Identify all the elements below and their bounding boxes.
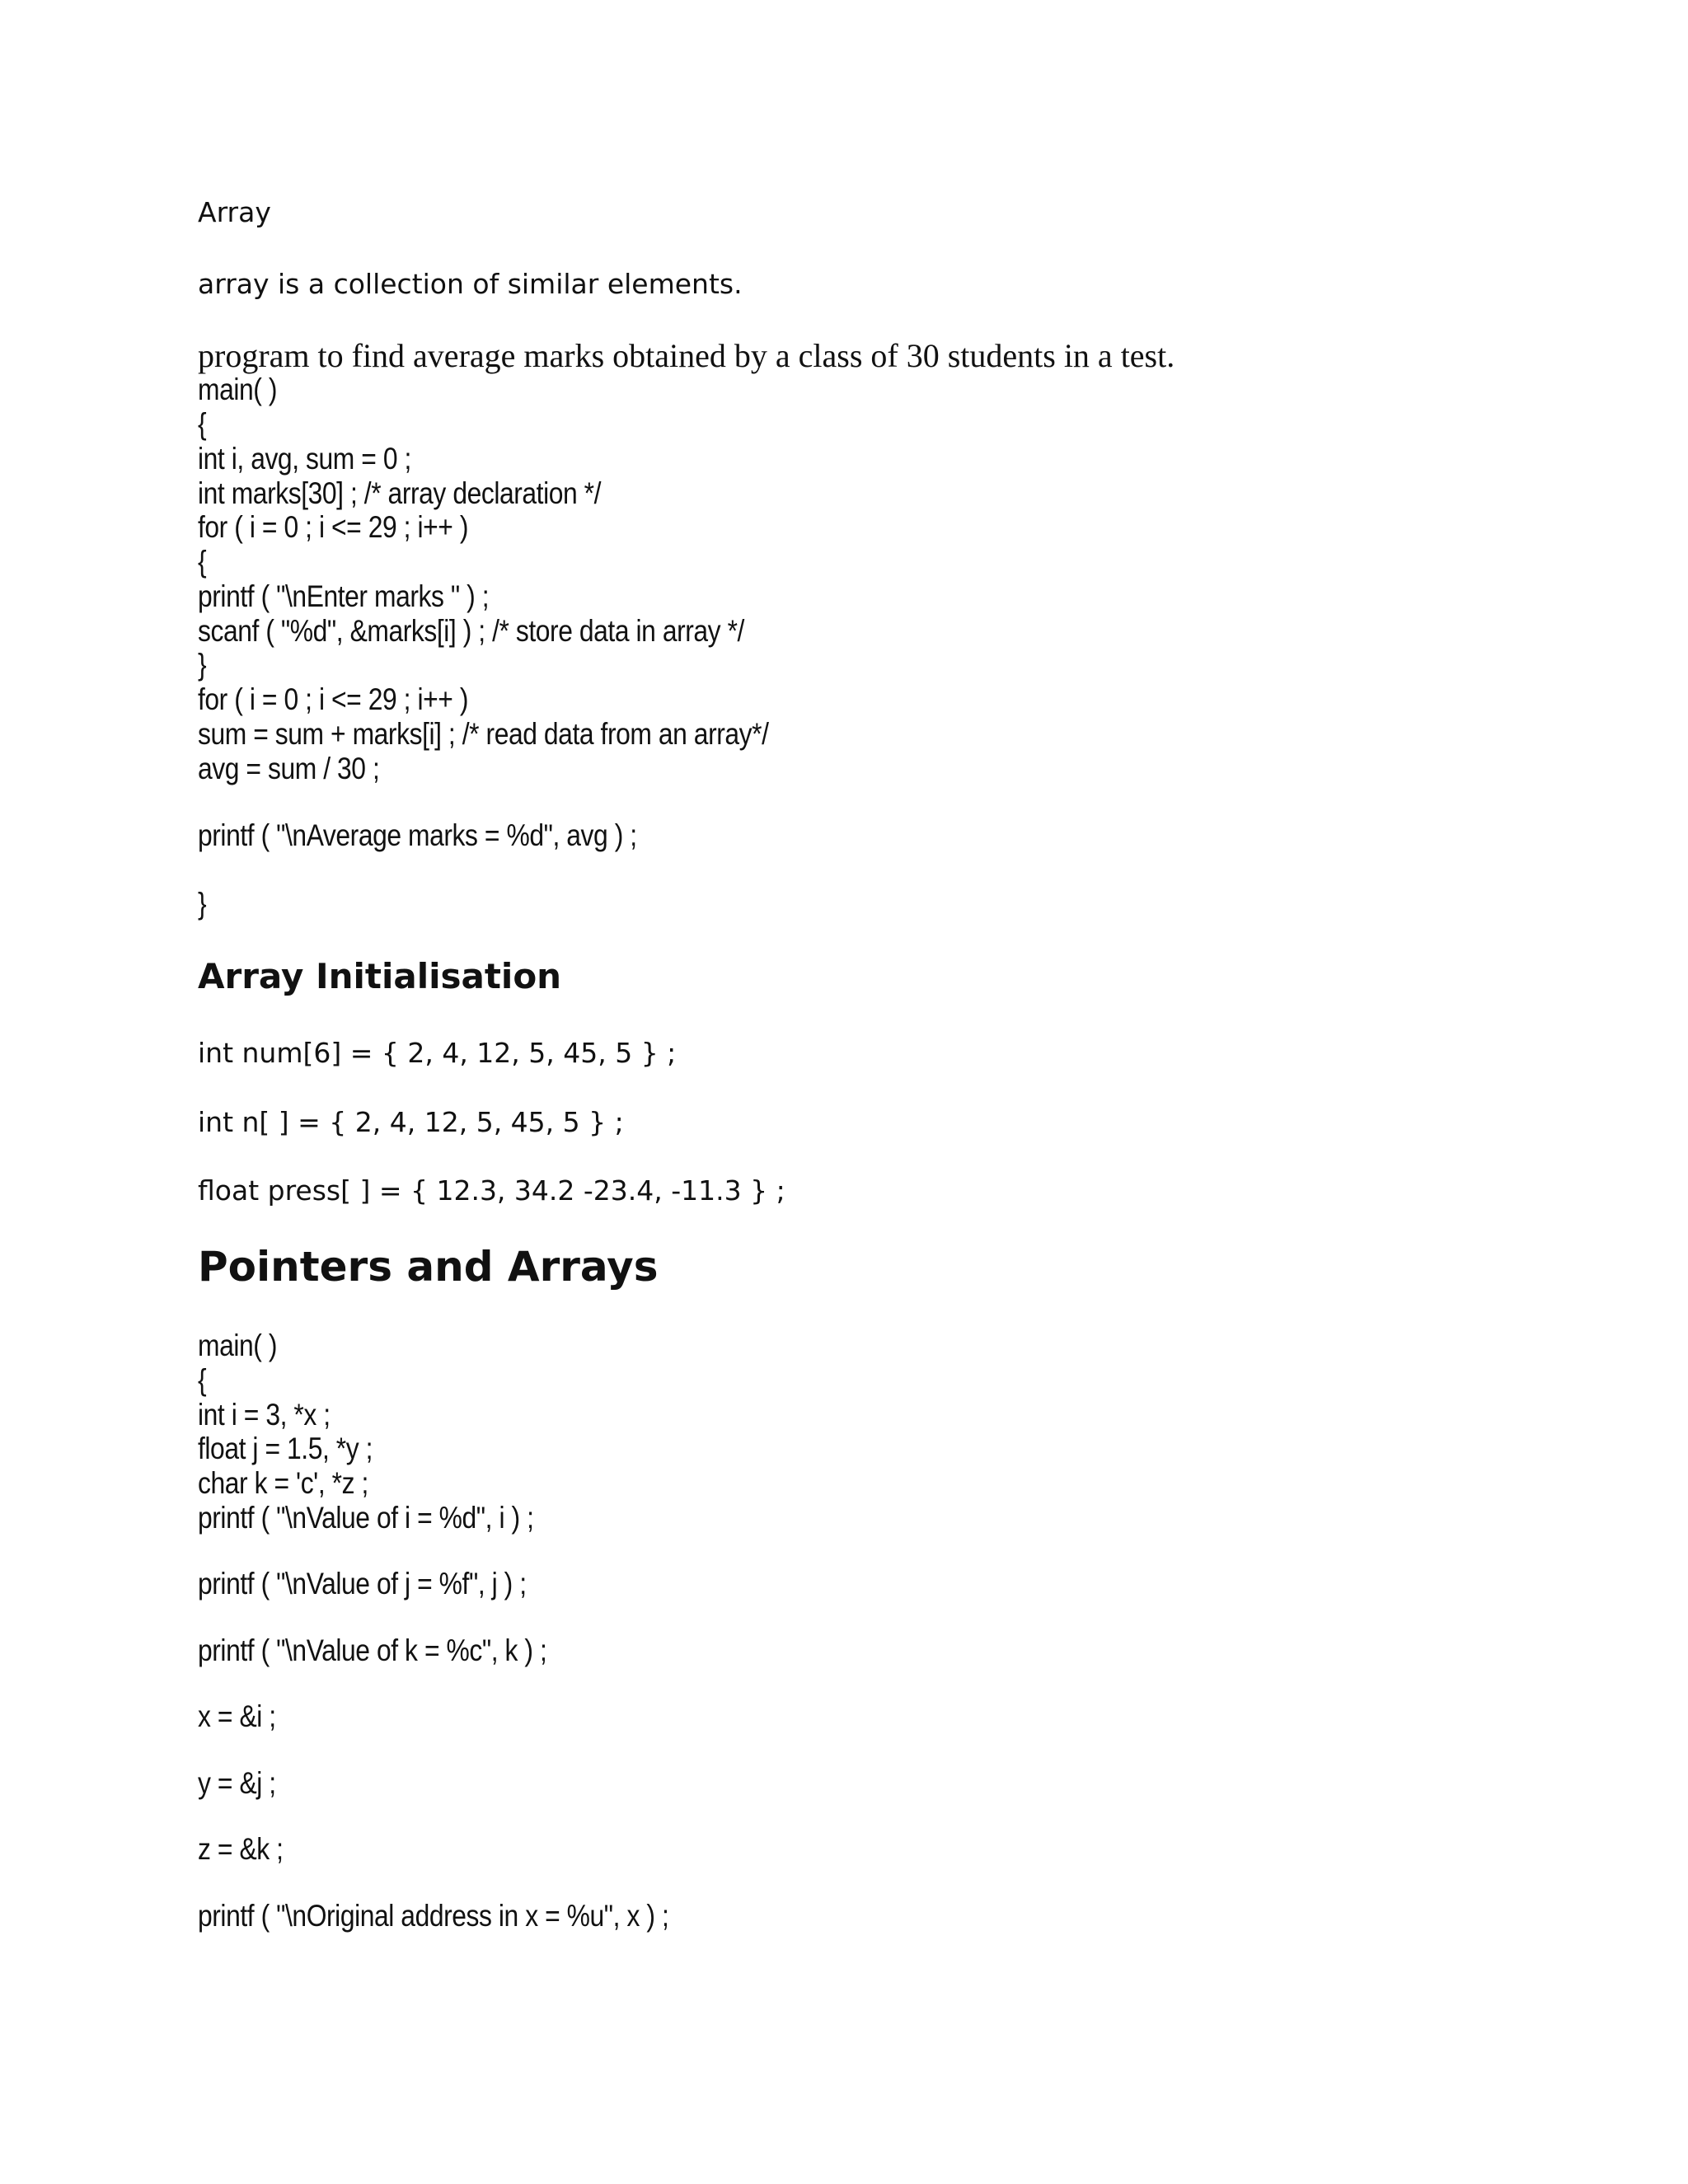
code-line: int i, avg, sum = 0 ;: [198, 442, 411, 476]
code-line: printf ( "\nEnter marks " ) ;: [198, 579, 490, 613]
code-line: printf ( "\nOriginal address in x = %u", x ) ;: [198, 1899, 669, 1933]
program-intro: program to find average marks obtained by a class of 30 students in a test.: [198, 337, 1175, 374]
code-line: main( ): [198, 373, 277, 406]
code-line: printf ( "\nAverage marks = %d", avg ) ;: [198, 818, 637, 852]
init-line: int n[ ] = { 2, 4, 12, 5, 45, 5 } ;: [198, 1106, 624, 1138]
page-title: Array: [198, 196, 271, 228]
code-line: }: [198, 887, 207, 921]
code-line: {: [198, 1363, 207, 1397]
code-line: int i = 3, *x ;: [198, 1398, 331, 1432]
init-line: int num[6] = { 2, 4, 12, 5, 45, 5 } ;: [198, 1037, 677, 1069]
code-line: for ( i = 0 ; i <= 29 ; i++ ): [198, 682, 468, 716]
code-line: main( ): [198, 1329, 277, 1362]
code-line: for ( i = 0 ; i <= 29 ; i++ ): [198, 510, 468, 544]
section-heading-array-initialisation: Array Initialisation: [198, 956, 562, 996]
code-line: printf ( "\nValue of j = %f", j ) ;: [198, 1567, 527, 1601]
code-line: sum = sum + marks[i] ; /* read data from an array*/: [198, 717, 769, 751]
code-line: printf ( "\nValue of k = %c", k ) ;: [198, 1633, 547, 1667]
code-line: }: [198, 648, 207, 682]
array-definition: array is a collection of similar elements.: [198, 268, 743, 300]
code-line: {: [198, 545, 207, 579]
code-line: {: [198, 407, 207, 441]
code-line: y = &j ;: [198, 1766, 276, 1800]
code-line: float j = 1.5, *y ;: [198, 1432, 373, 1465]
code-line: char k = 'c', *z ;: [198, 1466, 368, 1500]
code-line: int marks[30] ; /* array declaration */: [198, 476, 602, 510]
code-line: z = &k ;: [198, 1832, 284, 1866]
section-heading-pointers-and-arrays: Pointers and Arrays: [198, 1243, 659, 1291]
init-line: float press[ ] = { 12.3, 34.2 -23.4, -11.3 } ;: [198, 1174, 785, 1207]
code-line: printf ( "\nValue of i = %d", i ) ;: [198, 1501, 534, 1535]
code-line: avg = sum / 30 ;: [198, 752, 380, 785]
code-line: scanf ( "%d", &marks[i] ) ; /* store data in array */: [198, 614, 744, 648]
code-line: x = &i ;: [198, 1699, 276, 1733]
